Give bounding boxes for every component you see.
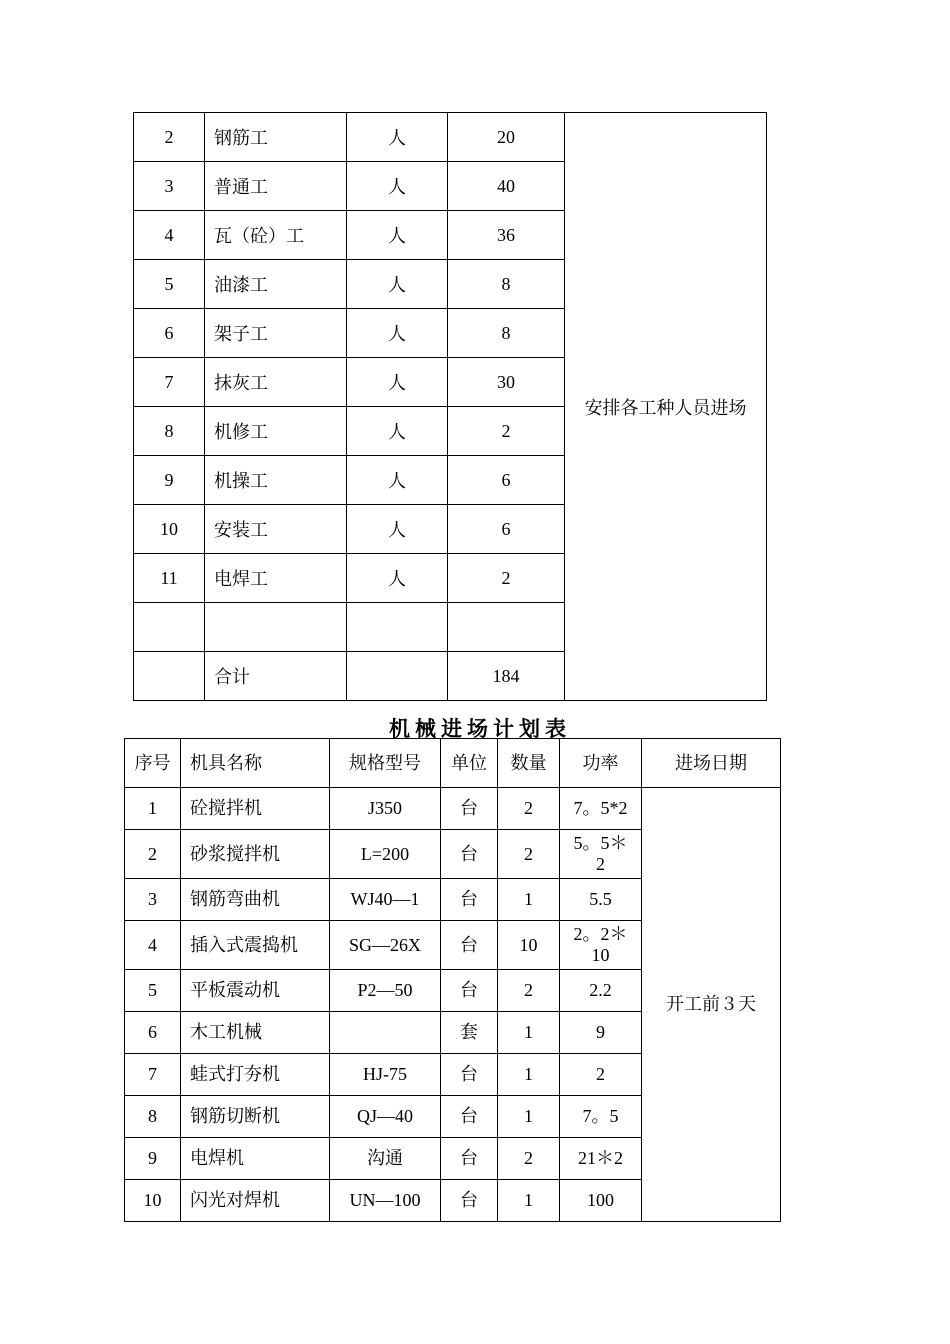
row-number: 9: [125, 1138, 181, 1180]
row-number: 8: [125, 1096, 181, 1138]
row-number: 4: [125, 921, 181, 970]
quantity-cell: 1: [498, 879, 560, 921]
unit-cell: 套: [441, 1012, 498, 1054]
model-cell: J350: [330, 788, 441, 830]
row-number: 3: [125, 879, 181, 921]
unit-cell: 台: [441, 1054, 498, 1096]
machine-name: 电焊机: [181, 1138, 330, 1180]
empty-cell: [448, 603, 565, 652]
quantity-cell: 2: [498, 788, 560, 830]
row-number: 4: [134, 211, 205, 260]
unit-cell: 台: [441, 1096, 498, 1138]
row-number: 10: [125, 1180, 181, 1222]
power-cell: 21＊2: [560, 1138, 642, 1180]
unit-cell: 人: [347, 211, 448, 260]
quantity-cell: 8: [448, 260, 565, 309]
machine-name: 蛙式打夯机: [181, 1054, 330, 1096]
power-cell: 7。5: [560, 1096, 642, 1138]
power-cell: 9: [560, 1012, 642, 1054]
row-number: 5: [125, 970, 181, 1012]
trade-name: 机修工: [205, 407, 347, 456]
column-header: 单位: [441, 739, 498, 788]
quantity-cell: 1: [498, 1012, 560, 1054]
column-header: 数量: [498, 739, 560, 788]
unit-cell: 人: [347, 456, 448, 505]
quantity-cell: 1: [498, 1180, 560, 1222]
model-cell: P2—50: [330, 970, 441, 1012]
table-row: [134, 113, 767, 162]
quantity-cell: 6: [448, 505, 565, 554]
quantity-cell: 10: [498, 921, 560, 970]
machine-name: 砂浆搅拌机: [181, 830, 330, 879]
power-cell: 100: [560, 1180, 642, 1222]
row-number: 10: [134, 505, 205, 554]
empty-cell: [347, 603, 448, 652]
table-row: [125, 788, 781, 830]
unit-cell: 台: [441, 970, 498, 1012]
quantity-cell: 1: [498, 1054, 560, 1096]
column-header: 机具名称: [181, 739, 330, 788]
entry-date-cell: 开工前３天: [642, 788, 781, 1222]
machine-name: 闪光对焊机: [181, 1180, 330, 1222]
unit-cell: 台: [441, 1180, 498, 1222]
model-cell: WJ40—1: [330, 879, 441, 921]
total-quantity: 184: [448, 652, 565, 701]
row-number: 8: [134, 407, 205, 456]
model-cell: L=200: [330, 830, 441, 879]
empty-cell: [134, 603, 205, 652]
unit-cell: 人: [347, 260, 448, 309]
model-cell: SG—26X: [330, 921, 441, 970]
row-number: 1: [125, 788, 181, 830]
quantity-cell: 36: [448, 211, 565, 260]
row-number: 11: [134, 554, 205, 603]
machine-plan-title: 机械进场计划表: [389, 717, 571, 741]
trade-name: 钢筋工: [205, 113, 347, 162]
quantity-cell: 2: [448, 407, 565, 456]
power-cell: 7。5*2: [560, 788, 642, 830]
unit-cell: 人: [347, 505, 448, 554]
header-row: [125, 739, 781, 788]
row-number: 2: [125, 830, 181, 879]
row-number: 6: [134, 309, 205, 358]
machine-name: 木工机械: [181, 1012, 330, 1054]
power-cell: 2: [560, 1054, 642, 1096]
trade-name: 安装工: [205, 505, 347, 554]
remark-cell: 安排各工种人员进场: [565, 113, 767, 701]
row-number: 9: [134, 456, 205, 505]
unit-cell: 台: [441, 788, 498, 830]
unit-cell: 台: [441, 921, 498, 970]
empty-cell: [347, 652, 448, 701]
machine-name: 钢筋弯曲机: [181, 879, 330, 921]
trade-name: 普通工: [205, 162, 347, 211]
quantity-cell: 8: [448, 309, 565, 358]
empty-cell: [134, 652, 205, 701]
quantity-cell: 6: [448, 456, 565, 505]
unit-cell: 人: [347, 358, 448, 407]
unit-cell: 人: [347, 113, 448, 162]
unit-cell: 台: [441, 830, 498, 879]
quantity-cell: 2: [498, 830, 560, 879]
row-number: 6: [125, 1012, 181, 1054]
quantity-cell: 2: [498, 1138, 560, 1180]
quantity-cell: 2: [498, 970, 560, 1012]
unit-cell: 人: [347, 554, 448, 603]
unit-cell: 台: [441, 879, 498, 921]
model-cell: [330, 1012, 441, 1054]
labor-plan-table: [133, 112, 767, 701]
model-cell: QJ—40: [330, 1096, 441, 1138]
unit-cell: 人: [347, 162, 448, 211]
trade-name: 架子工: [205, 309, 347, 358]
quantity-cell: 40: [448, 162, 565, 211]
machine-name: 砼搅拌机: [181, 788, 330, 830]
unit-cell: 人: [347, 407, 448, 456]
trade-name: 瓦（砼）工: [205, 211, 347, 260]
row-number: 3: [134, 162, 205, 211]
quantity-cell: 1: [498, 1096, 560, 1138]
row-number: 7: [125, 1054, 181, 1096]
quantity-cell: 30: [448, 358, 565, 407]
empty-cell: [205, 603, 347, 652]
machine-name: 平板震动机: [181, 970, 330, 1012]
model-cell: UN—100: [330, 1180, 441, 1222]
power-cell: 2.2: [560, 970, 642, 1012]
quantity-cell: 2: [448, 554, 565, 603]
unit-cell: 台: [441, 1138, 498, 1180]
row-number: 7: [134, 358, 205, 407]
row-number: 5: [134, 260, 205, 309]
column-header: 序号: [125, 739, 181, 788]
machine-name: 钢筋切断机: [181, 1096, 330, 1138]
machine-plan-table: [124, 738, 781, 1222]
unit-cell: 人: [347, 309, 448, 358]
trade-name: 油漆工: [205, 260, 347, 309]
trade-name: 抹灰工: [205, 358, 347, 407]
power-cell: 5。5＊2: [560, 830, 642, 879]
column-header: 功率: [560, 739, 642, 788]
trade-name: 电焊工: [205, 554, 347, 603]
quantity-cell: 20: [448, 113, 565, 162]
column-header: 进场日期: [642, 739, 781, 788]
column-header: 规格型号: [330, 739, 441, 788]
model-cell: 沟通: [330, 1138, 441, 1180]
row-number: 2: [134, 113, 205, 162]
power-cell: 5.5: [560, 879, 642, 921]
trade-name: 机操工: [205, 456, 347, 505]
machine-name: 插入式震捣机: [181, 921, 330, 970]
model-cell: HJ-75: [330, 1054, 441, 1096]
total-label: 合计: [205, 652, 347, 701]
power-cell: 2。2＊10: [560, 921, 642, 970]
